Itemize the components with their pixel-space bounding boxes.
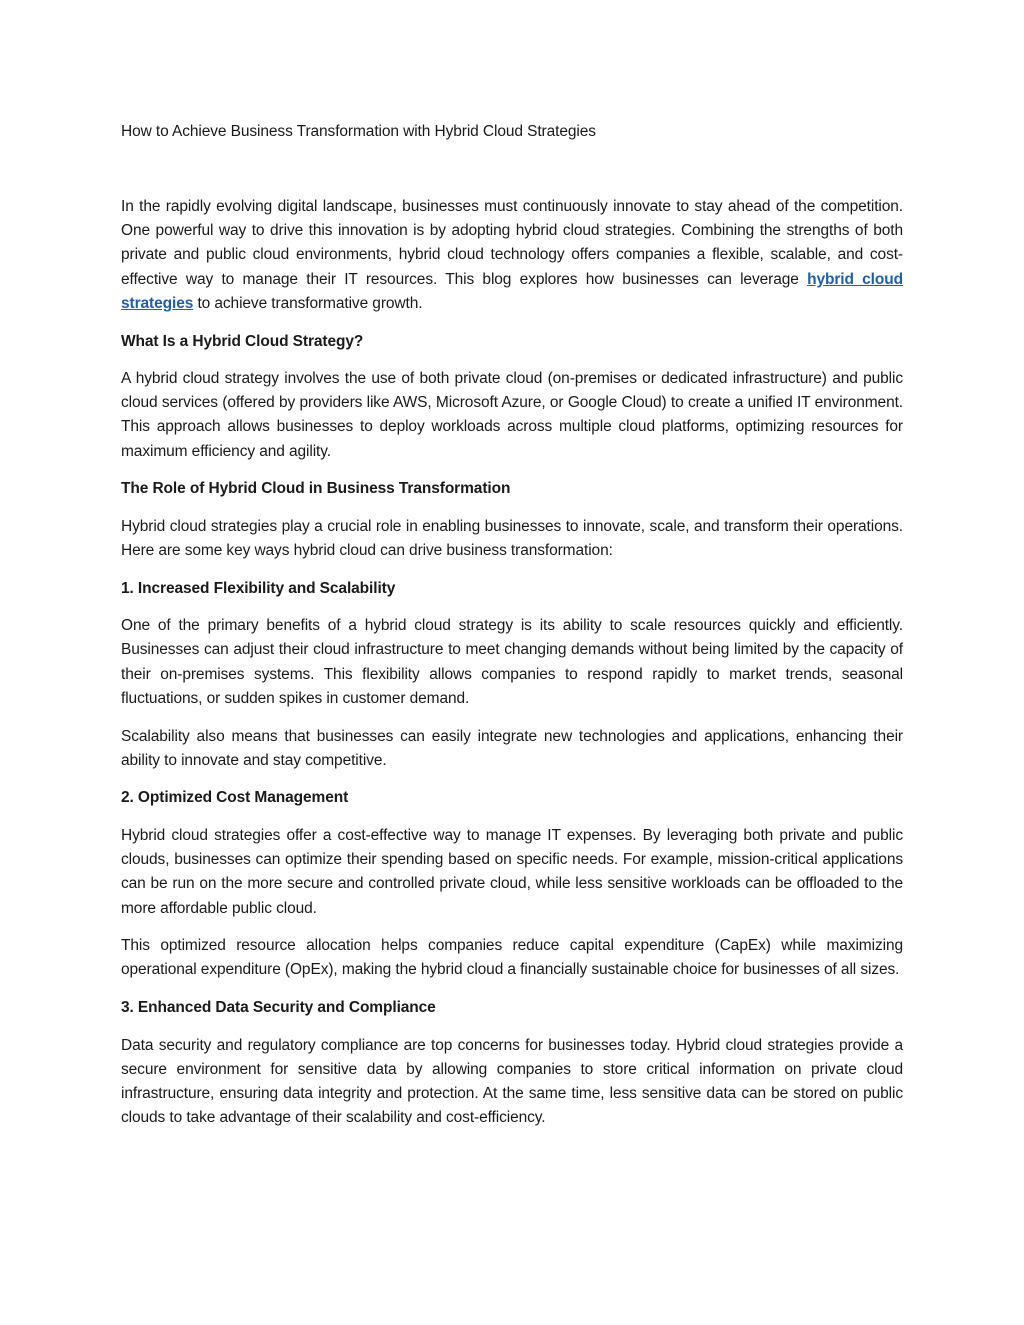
section-heading-what-is: What Is a Hybrid Cloud Strategy? [121, 332, 364, 350]
section-paragraph: Hybrid cloud strategies play a crucial role in enabling businesses to innovate, scale, and transform their operations. Here are some key ways hybrid cloud can drive business transformation: [121, 517, 903, 560]
section-paragraph: A hybrid cloud strategy involves the use of both private cloud (on-premises or dedicated infrastructure) and public cloud services (offered by providers like AWS, Microsoft Azure, or Google Cloud) to create a unified IT environment. This approach allows businesses to deploy workloads across multiple cloud platforms, optimizing resources for maximum efficiency and agility. [121, 370, 903, 460]
section-paragraph: This optimized resource allocation helps companies reduce capital expenditure (CapEx) while maximizing operational expenditure (OpEx), making the hybrid cloud a financially sustainable choice for businesses of all sizes. [121, 937, 903, 979]
intro-paragraph [121, 195, 903, 316]
section-heading-role: The Role of Hybrid Cloud in Business Transformation [121, 480, 511, 498]
document-title: How to Achieve Business Transformation with Hybrid Cloud Strategies [121, 123, 596, 140]
section-paragraph: Scalability also means that businesses can easily integrate new technologies and applications, enhancing their ability to innovate and stay competitive. [121, 727, 903, 769]
document-page [121, 120, 903, 1144]
intro-text-before-link: In the rapidly evolving digital landscape, businesses must continuously innovate to stay ahead of the competition. One powerful way to drive this innovation is by adopting hybrid cloud strategies. Combining the strengths of both private and public cloud environments, hybrid cloud technology offers companies a flexible, scalable, and cost-effective way to manage their IT resources. This blog explores how businesses can leverage [121, 198, 903, 288]
section-heading-cost: 2. Optimized Cost Management [121, 789, 349, 807]
section-heading-security: 3. Enhanced Data Security and Compliance [121, 999, 436, 1017]
hybrid-cloud-strategies-link[interactable]: hybrid cloud strategies [121, 270, 903, 312]
section-paragraph: One of the primary benefits of a hybrid cloud strategy is its ability to scale resources quickly and efficiently. Businesses can adjust their cloud infrastructure to meet changing demands without being limited by the capacity of their on-premises systems. This flexibility allows companies to respond rapidly to market trends, seasonal fluctuations, or sudden spikes in customer demand. [121, 617, 903, 707]
section-paragraph: Hybrid cloud strategies offer a cost-effective way to manage IT expenses. By leveraging both private and public clouds, businesses can optimize their spending based on specific needs. For example, mission-critical applications can be run on the more secure and controlled private cloud, while less sensitive workloads can be offloaded to the more affordable public cloud. [121, 826, 903, 917]
section-heading-flexibility: 1. Increased Flexibility and Scalability [121, 579, 396, 597]
section-paragraph: Data security and regulatory compliance are top concerns for businesses today. Hybrid cloud strategies provide a secure environment for sensitive data by allowing companies to store critical information on private cloud infrastructure, ensuring data integrity and protection. At the same time, less sensitive data can be stored on public clouds to take advantage of their scalability and cost-efficiency. [121, 1036, 903, 1127]
intro-text-after-link: to achieve transformative growth. [193, 294, 423, 312]
